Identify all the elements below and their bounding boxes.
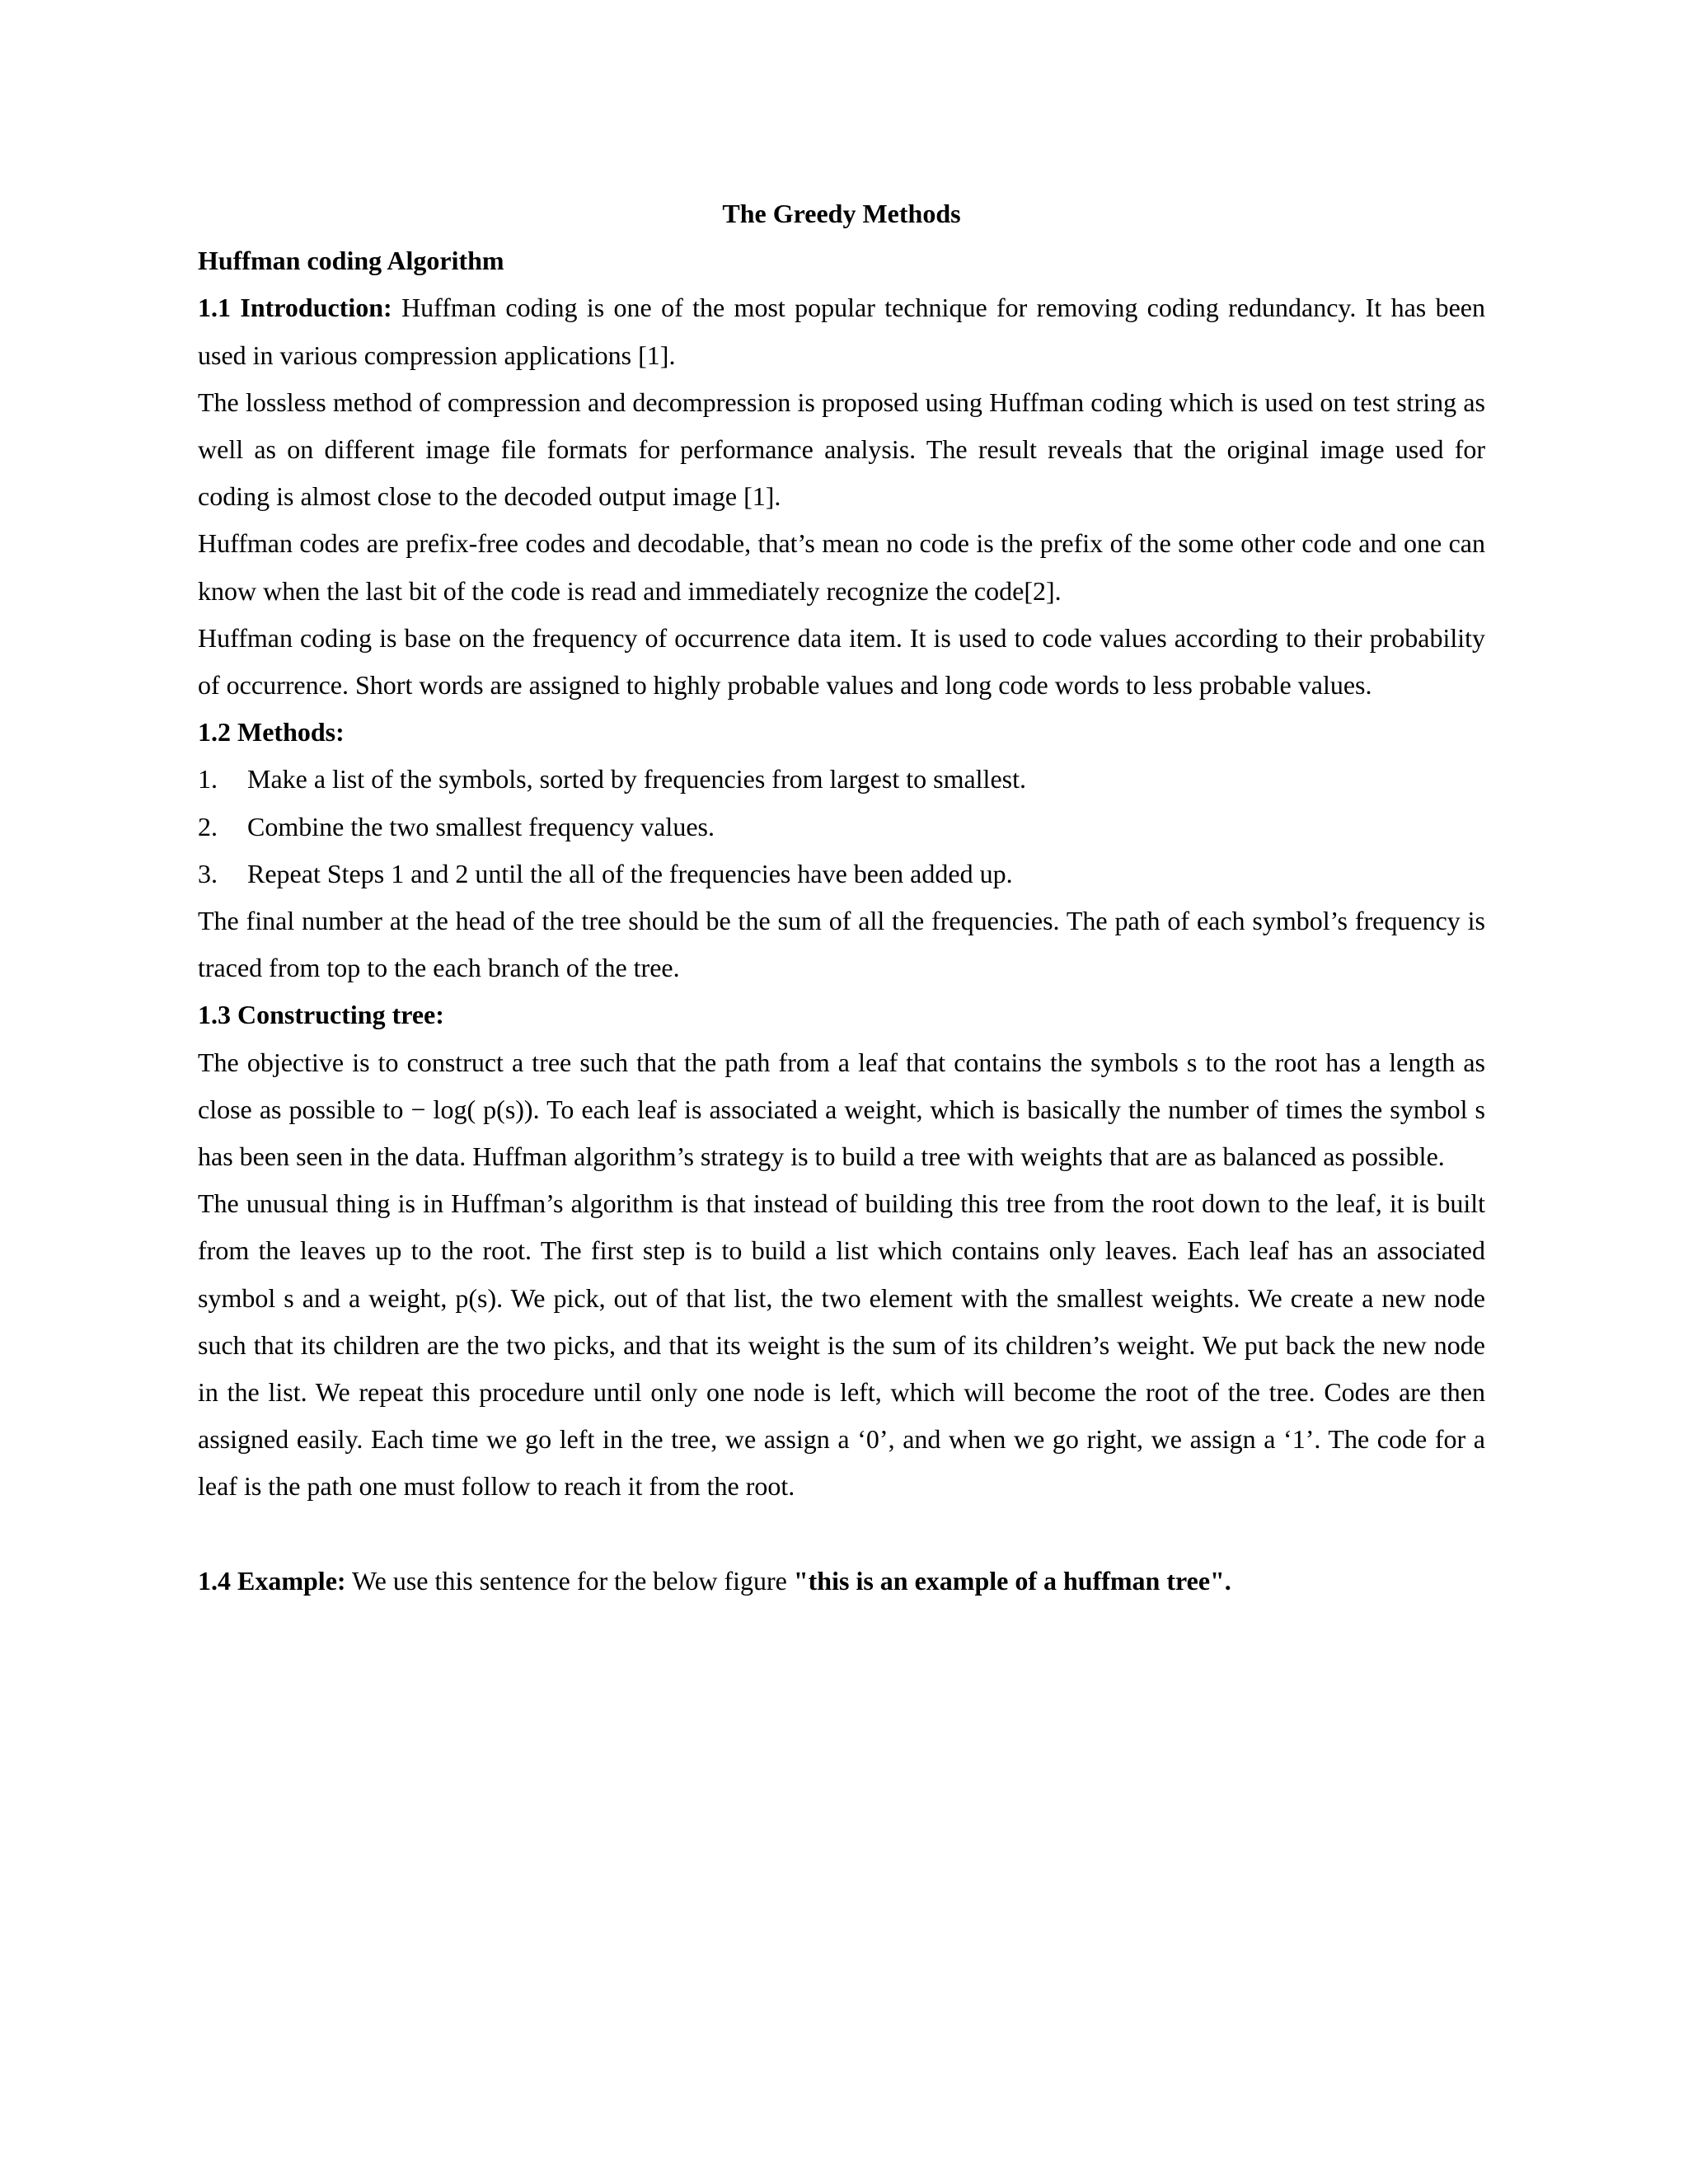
intro-heading: 1.1 Introduction: (198, 293, 392, 323)
document-body (198, 190, 1485, 1605)
example-text: We use this sentence for the below figure (345, 1565, 794, 1596)
example-paragraph (198, 1558, 1485, 1605)
intro-paragraph-4: Huffman coding is base on the frequency of occurrence data item. It is used to code values according to their probability of occurrence. Short words are assigned to highly probable values and long code words to less probable values. (198, 622, 1485, 701)
example-heading: 1.4 Example: (198, 1565, 346, 1596)
intro-paragraph-1 (198, 284, 1485, 378)
tree-paragraph-2: The unusual thing is in Huffman’s algorithm is that instead of building this tree from the root down to the leaf, it is built from the leaves up to the root. The first step is to build a list which contains only leaves. Each leaf has an associated symbol s and a weight, p(s). We pick, out of that list, the two element with the smallest weights. We create a new node such that its children are the two picks, and that its weight is the sum of its children’s weight. We put back the new node in the list. We repeat this procedure until only one node is left, which will become the root of the tree. Codes are then assigned easily. Each time we go left in the tree, we assign a ‘0’, and when we go right, we assign a ‘1’. The code for a leaf is the path one must follow to reach it from the root. (198, 1188, 1485, 1502)
list-item (198, 851, 1485, 898)
example-sentence: "this is an example of a huffman tree". (793, 1565, 1231, 1596)
list-item (198, 756, 1485, 803)
tree-heading: 1.3 Constructing tree: (198, 1000, 444, 1030)
list-item-text: Make a list of the symbols, sorted by frequencies from largest to smallest. (247, 764, 1026, 794)
document-subtitle: Huffman coding Algorithm (198, 246, 504, 276)
list-item-text: Repeat Steps 1 and 2 until the all of the frequencies have been added up. (247, 858, 1013, 888)
document-title: The Greedy Methods (722, 199, 961, 228)
tree-paragraph-1: The objective is to construct a tree such that the path from a leaf that contains the symbols s to the root has a length as close as possible to − log( p(s)). To each leaf is associated a weight, which is basically the number of times the symbol s has been seen in the data. Huffman algorithm’s strategy is to build a tree with weights that are as balanced as possible. (198, 1047, 1485, 1172)
list-item (198, 804, 1485, 851)
methods-steps-list (198, 756, 1485, 898)
list-item-number: 1. (198, 764, 218, 794)
methods-after-paragraph: The final number at the head of the tree should be the sum of all the frequencies. The path of each symbol’s frequency is traced from top to the each branch of the tree. (198, 906, 1485, 983)
list-item-text: Combine the two smallest frequency values. (247, 811, 715, 841)
list-item-number: 2. (198, 811, 218, 841)
methods-heading: 1.2 Methods: (198, 717, 345, 748)
intro-text-1: Huffman coding is one of the most popular technique for removing coding redundancy. It has been used in various compression applications [1]. (198, 293, 1486, 370)
intro-paragraph-2: The lossless method of compression and decompression is proposed using Huffman coding which is used on test string as well as on different image file formats for performance analysis. The result reveals that the original image used for coding is almost close to the decoded output image [1]. (198, 387, 1485, 512)
list-item-number: 3. (198, 858, 218, 888)
intro-paragraph-3: Huffman codes are prefix-free codes and decodable, that’s mean no code is the prefix of the some other code and one can know when the last bit of the code is read and immediately recognize the code[2]. (198, 528, 1485, 606)
blank-line (198, 1511, 1485, 1558)
